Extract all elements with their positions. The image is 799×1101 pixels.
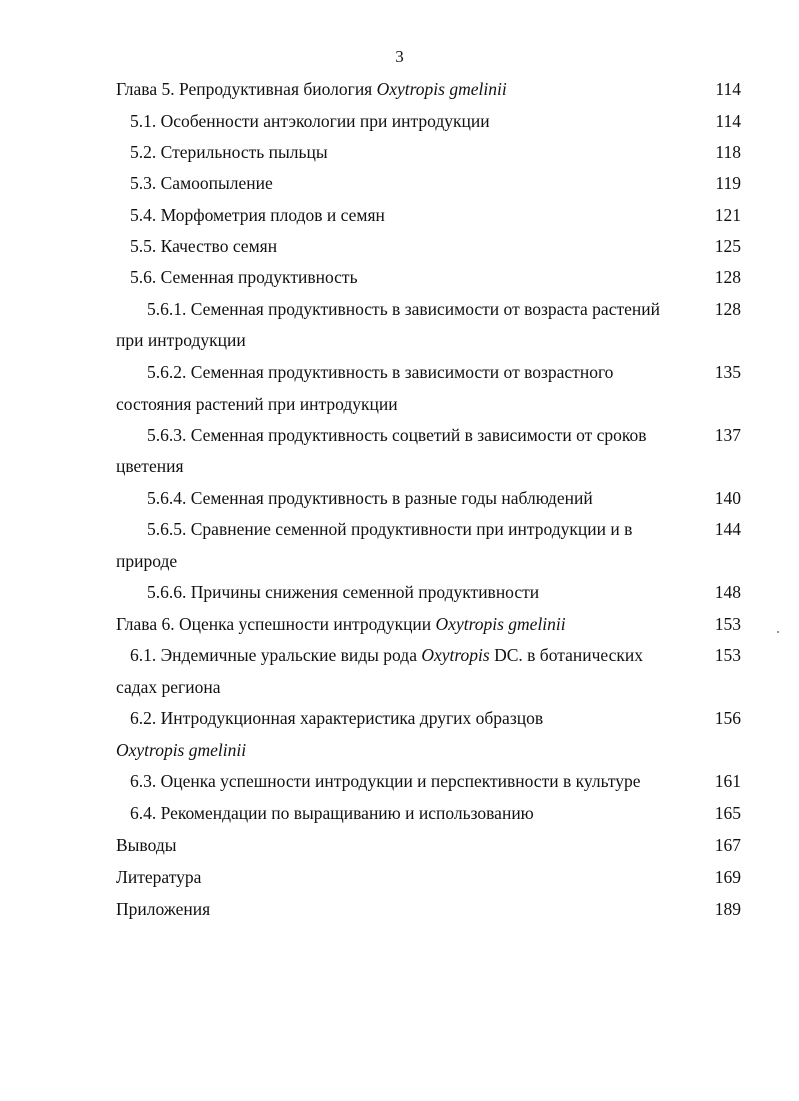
toc-page-number: 119	[715, 173, 741, 193]
toc-page-number: 114	[715, 111, 741, 131]
toc-page-number: 161	[714, 771, 741, 791]
toc-entry-continuation: природе	[116, 551, 178, 571]
toc-page-number: 165	[714, 803, 741, 823]
toc-entry-continuation: Oxytropis gmelinii	[116, 740, 247, 760]
toc-entry-continuation: состояния растений при интродукции	[116, 394, 398, 414]
toc-page-number: 148	[714, 582, 741, 602]
scan-speck	[777, 631, 779, 633]
toc-page-number: 153	[714, 614, 741, 634]
toc-page-number: 144	[714, 519, 741, 539]
toc-page-number: 189	[714, 899, 741, 919]
toc-entry-continuation: при интродукции	[116, 330, 246, 350]
toc-entry-literature[interactable]: Литература	[116, 867, 202, 887]
toc-entry-chapter-6[interactable]	[116, 611, 566, 637]
toc-page-number: 114	[715, 79, 741, 99]
toc-entry-chapter-5[interactable]	[116, 76, 507, 102]
toc-entry-5-2[interactable]: 5.2. Стерильность пыльцы	[130, 142, 328, 162]
toc-page-number: 128	[714, 299, 741, 319]
toc-entry-text: Глава 6. Оценка успешности интродукции	[116, 614, 436, 634]
toc-entry-continuation: садах региона	[116, 677, 221, 697]
toc-entry-5-6-3[interactable]: 5.6.3. Семенная продуктивность соцветий в зависимости от сроков	[147, 425, 647, 445]
toc-page-number: 169	[714, 867, 741, 887]
toc-entry-text: Глава 5. Репродуктивная биология	[116, 79, 377, 99]
toc-entry-5-6[interactable]: 5.6. Семенная продуктивность	[130, 267, 358, 287]
toc-page-number: 118	[715, 142, 741, 162]
toc-entry-6-3[interactable]: 6.3. Оценка успешности интродукции и перспективности в культуре	[130, 771, 641, 791]
toc-entry-5-6-1[interactable]: 5.6.1. Семенная продуктивность в зависимости от возраста растений	[147, 299, 660, 319]
toc-entry-appendices[interactable]: Приложения	[116, 899, 211, 919]
toc-entry-continuation: цветения	[116, 456, 184, 476]
toc-page-number: 153	[714, 645, 741, 665]
toc-entry-6-4[interactable]: 6.4. Рекомендации по выращиванию и использованию	[130, 803, 534, 823]
toc-entry-conclusions[interactable]: Выводы	[116, 835, 177, 855]
toc-entry-5-6-4[interactable]: 5.6.4. Семенная продуктивность в разные годы наблюдений	[147, 488, 593, 508]
species-name: Oxytropis gmelinii	[435, 614, 566, 634]
toc-entry-5-6-6[interactable]: 5.6.6. Причины снижения семенной продуктивности	[147, 582, 540, 602]
toc-entry-6-2[interactable]: 6.2. Интродукционная характеристика других образцов	[130, 708, 544, 728]
toc-page-number: 125	[714, 236, 741, 256]
toc-entry-5-6-5[interactable]: 5.6.5. Сравнение семенной продуктивности при интродукции и в	[147, 519, 633, 539]
toc-entry-text: DC. в ботанических	[489, 645, 643, 665]
toc-entry-5-1[interactable]: 5.1. Особенности антэкологии при интродукции	[130, 111, 490, 131]
toc-page-number: 121	[714, 205, 741, 225]
toc-page-number: 128	[714, 267, 741, 287]
toc-entry-5-5[interactable]: 5.5. Качество семян	[130, 236, 278, 256]
toc-page-number: 140	[714, 488, 741, 508]
page-number: 3	[395, 47, 404, 66]
toc-entry-6-1[interactable]	[130, 642, 643, 668]
toc-page-number: 167	[714, 835, 741, 855]
genus-name: Oxytropis	[421, 645, 490, 665]
toc-page-number: 135	[714, 362, 741, 382]
toc-page-number: 156	[714, 708, 741, 728]
toc-page-number: 137	[714, 425, 741, 445]
toc-entry-5-6-2[interactable]: 5.6.2. Семенная продуктивность в зависимости от возрастного	[147, 362, 614, 382]
species-name: Oxytropis gmelinii	[376, 79, 507, 99]
toc-entry-5-4[interactable]: 5.4. Морфометрия плодов и семян	[130, 205, 385, 225]
toc-entry-text: 6.1. Эндемичные уральские виды рода	[130, 645, 422, 665]
toc-entry-5-3[interactable]: 5.3. Самоопыление	[130, 173, 273, 193]
